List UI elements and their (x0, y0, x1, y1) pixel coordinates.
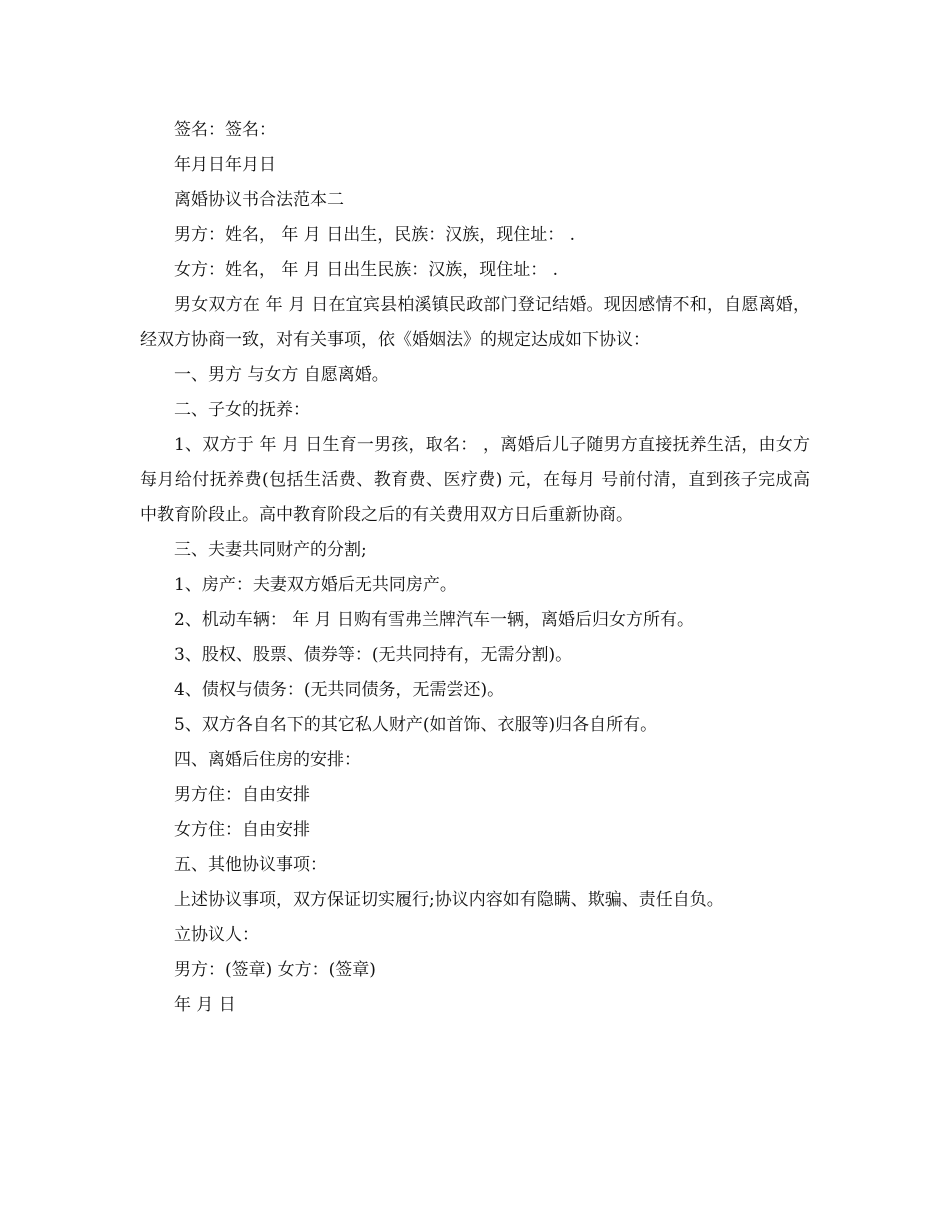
signature-line: 签名：签名： (174, 120, 276, 140)
female-party-info: 女方：姓名， 年 月 日出生民族：汉族，现住址： . (174, 260, 559, 280)
property-item-house: 1、房产：夫妻双方婚后无共同房产。 (174, 575, 457, 595)
document-body (140, 113, 810, 1023)
performance-statement: 上述协议事项，双方保证切实履行;协议内容如有隐瞒、欺骗、责任自负。 (174, 890, 724, 910)
preamble-paragraph: 男女双方在 年 月 日在宜宾县柏溪镇民政部门登记结婚。现因感情不和，自愿离婚，经双方协商一致，对有关事项，依《婚姻法》的规定达成如下协议： (140, 295, 810, 350)
clause-five-heading: 五、其他协议事项： (174, 855, 327, 875)
property-item-vehicle: 2、机动车辆： 年 月 日购有雪弗兰牌汽车一辆，离婚后归女方所有。 (174, 610, 695, 630)
clause-one: 一、男方 与女方 自愿离婚。 (174, 365, 389, 385)
clause-four-heading: 四、离婚后住房的安排： (174, 750, 361, 770)
property-item-stocks: 3、股权、股票、债券等：(无共同持有，无需分割)。 (174, 645, 573, 665)
male-party-info: 男方：姓名， 年 月 日出生，民族：汉族，现住址： . (174, 225, 576, 245)
property-item-personal: 5、双方各自名下的其它私人财产(如首饰、衣服等)归各自所有。 (174, 715, 658, 735)
date-line: 年月日年月日 (174, 155, 276, 175)
clause-two-heading: 二、子女的抚养： (174, 400, 310, 420)
final-date-line: 年 月 日 (174, 995, 236, 1015)
child-support-paragraph: 1、双方于 年 月 日生育一男孩，取名： ，离婚后儿子随男方直接抚养生活，由女方每月给付抚养费(包括生活费、教育费、医疗费) 元，在每月 号前付清，直到孩子完成高中教育阶段止。高中教育阶段之后的有关费用双方日后重新协商。 (140, 435, 810, 525)
document-title: 离婚协议书合法范本二 (174, 190, 344, 210)
signature-stamps: 男方：(签章) 女方：(签章) (174, 960, 376, 980)
female-housing: 女方住：自由安排 (174, 820, 310, 840)
clause-three-heading: 三、夫妻共同财产的分割; (174, 540, 367, 560)
signatories-label: 立协议人： (174, 925, 259, 945)
property-item-debts: 4、债权与债务：(无共同债务，无需尝还)。 (174, 680, 505, 700)
male-housing: 男方住：自由安排 (174, 785, 310, 805)
